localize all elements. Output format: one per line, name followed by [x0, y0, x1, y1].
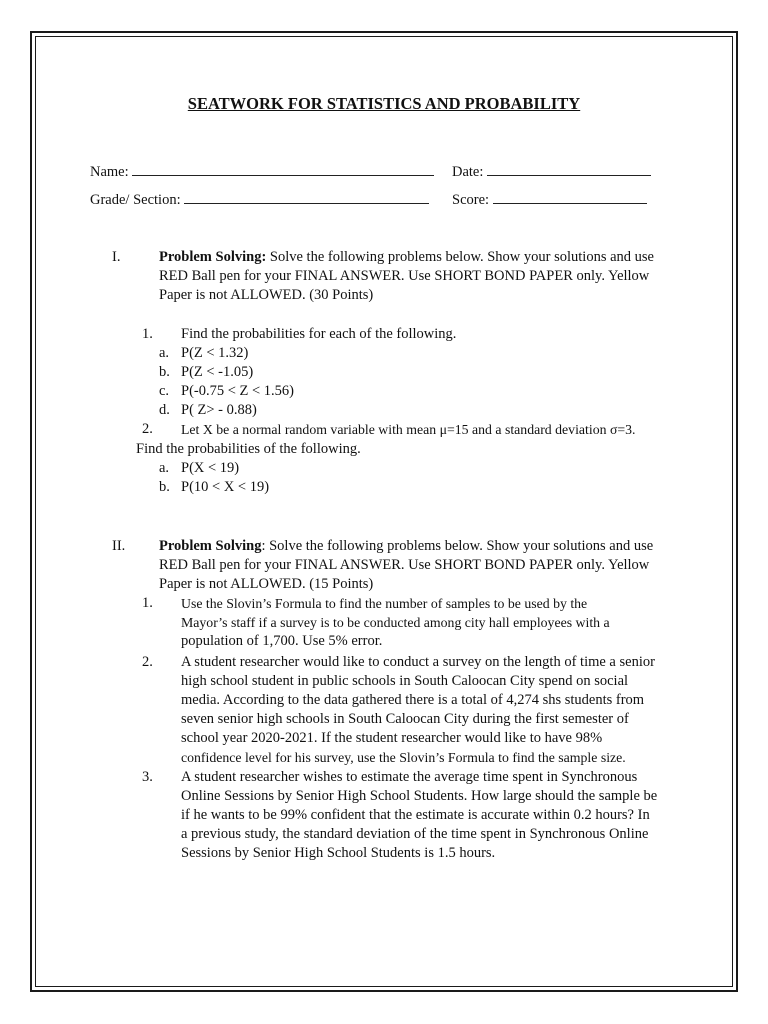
- document-title-text: SEATWORK FOR STATISTICS AND PROBABILITY: [187, 94, 581, 113]
- name-label: Name:: [90, 164, 129, 180]
- score-label: Score:: [452, 192, 490, 208]
- part1-q1-item-letter: b.: [159, 364, 170, 380]
- score-field[interactable]: [452, 189, 647, 210]
- part1-q2-item: P(10 < X < 19): [181, 479, 270, 495]
- part1-q1-item: P(Z < -1.05): [181, 364, 254, 380]
- part2-q3-line: Online Sessions by Senior High School Students. How large should the sample be: [181, 788, 658, 804]
- part2-q2-line: confidence level for his survey, use the Slovin’s Formula to find the sample size.: [181, 750, 626, 765]
- part2-q1-line: Mayor’s staff if a survey is to be conducted among city hall employees with a: [181, 615, 610, 630]
- part1-instruction-line3: Paper is not ALLOWED. (30 Points): [159, 287, 374, 303]
- part2-instruction-line1: [159, 537, 653, 556]
- part1-q1-item-letter: c.: [159, 383, 170, 399]
- part2-instruction-line2: RED Ball pen for your FINAL ANSWER. Use SHORT BOND PAPER only. Yellow: [159, 557, 650, 573]
- grade-section-blank[interactable]: [184, 189, 429, 204]
- document-title: [0, 94, 768, 113]
- part1-q2-number: 2.: [142, 421, 153, 437]
- part1-q2-text-cont: Find the probabilities of the following.: [136, 441, 361, 457]
- name-blank[interactable]: [132, 161, 434, 176]
- part1-q2-item: P(X < 19): [181, 460, 240, 476]
- part1-q1-item-letter: d.: [159, 402, 170, 418]
- part2-q1-line: population of 1,700. Use 5% error.: [181, 633, 383, 649]
- part2-q2-line: media. According to the data gathered there is a total of 4,274 shs students from: [181, 692, 645, 708]
- part2-q2-line: high school student in public schools in South Caloocan City spend on social: [181, 673, 629, 689]
- part1-instruction-line2: RED Ball pen for your FINAL ANSWER. Use SHORT BOND PAPER only. Yellow: [159, 268, 650, 284]
- part1-q1-item-letter: a.: [159, 345, 170, 361]
- part2-q2-line: seven senior high schools in South Caloocan City during the first semester of: [181, 711, 629, 727]
- part2-q2-number: 2.: [142, 654, 153, 670]
- part2-q3-line: if he wants to be 99% confident that the estimate is accurate within 0.2 hours? In: [181, 807, 650, 823]
- date-label: Date:: [452, 164, 484, 180]
- part1-heading: Problem Solving:: [159, 249, 267, 265]
- grade-section-label: Grade/ Section:: [90, 192, 181, 208]
- part2-q2-line: school year 2020-2021. If the student researcher would like to have 98%: [181, 730, 603, 746]
- part1-q1-number: 1.: [142, 326, 153, 342]
- part1-q1-item: P( Z> - 0.88): [181, 402, 257, 418]
- part2-q1-number: 1.: [142, 595, 153, 611]
- name-field[interactable]: [90, 161, 434, 182]
- part1-numeral: I.: [112, 249, 121, 265]
- date-field[interactable]: [452, 161, 651, 182]
- part1-q2-item-letter: a.: [159, 460, 170, 476]
- part2-q1-line: Use the Slovin’s Formula to find the number of samples to be used by the: [181, 596, 588, 611]
- part2-q3-number: 3.: [142, 769, 153, 785]
- part1-instruction-line1: [159, 248, 654, 267]
- part1-q1-text: Find the probabilities for each of the following.: [181, 326, 457, 342]
- date-blank[interactable]: [487, 161, 651, 176]
- part2-q3-line: A student researcher wishes to estimate the average time spent in Synchronous: [181, 769, 638, 785]
- part2-q3-line: Sessions by Senior High School Students is 1.5 hours.: [181, 845, 496, 861]
- part1-line1: Solve the following problems below. Show your solutions and use: [266, 249, 654, 265]
- part1-q2-item-letter: b.: [159, 479, 170, 495]
- score-blank[interactable]: [493, 189, 647, 204]
- part2-q3-line: a previous study, the standard deviation of the time spent in Synchronous Online: [181, 826, 649, 842]
- part2-instruction-line3: Paper is not ALLOWED. (15 Points): [159, 576, 374, 592]
- part2-line1: : Solve the following problems below. Show your solutions and use: [261, 538, 654, 554]
- part2-numeral: II.: [112, 538, 126, 554]
- part1-q1-item: P(Z < 1.32): [181, 345, 249, 361]
- part2-heading: Problem Solving: [159, 538, 262, 554]
- grade-section-field[interactable]: [90, 189, 429, 210]
- part1-q1-item: P(-0.75 < Z < 1.56): [181, 383, 295, 399]
- part2-q2-line: A student researcher would like to conduct a survey on the length of time a senior: [181, 654, 655, 670]
- part1-q2-text: Let X be a normal random variable with mean μ=15 and a standard deviation σ=3.: [181, 422, 636, 437]
